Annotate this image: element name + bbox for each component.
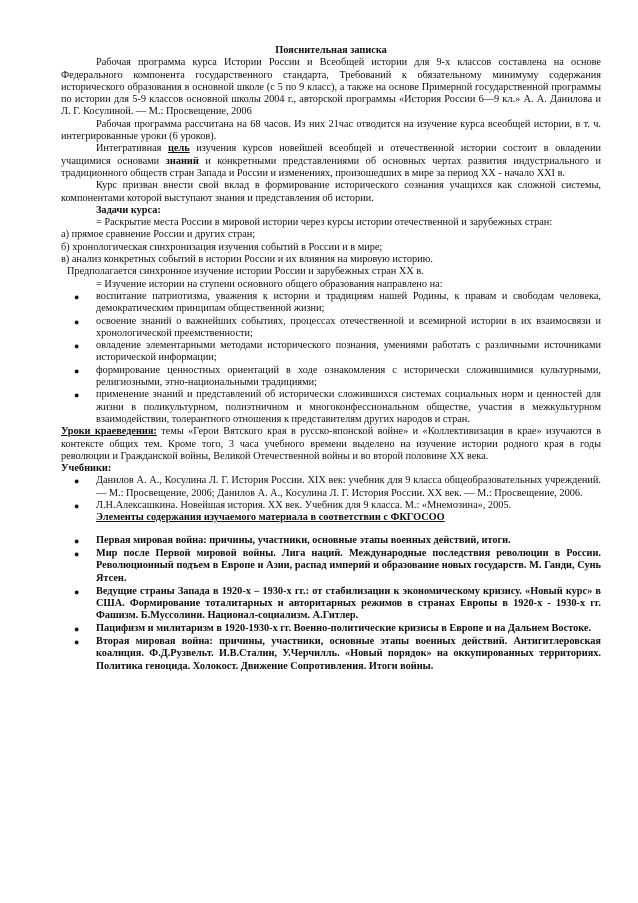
goal-text-mid: изучения курсов новейшей всеобщей и отечественной истории состоит в овладении учащимися основами <box>61 143 601 167</box>
list-item: ● Ведущие страны Запада в 1920-х – 1930-х гг.: от стабилизации к экономическому кризису. «Новый курс» в США. Формирование тоталитарных и авторитарных режимов в странах Европы в 1920-х - 1930-х гг. Фашизм. Б.Муссолини. Национал-социализм. А.Гитлер. <box>74 585 601 622</box>
local-history-paragraph <box>61 426 601 463</box>
bullet-icon: ● <box>74 476 80 487</box>
bullet-icon: ● <box>74 291 80 302</box>
document-title: Пояснительная записка <box>275 45 387 56</box>
local-history-text: темы «Герои Вятского края в русско-японской войне» и «Коллективизация в крае» изучаются в контексте общих тем. Кроме того, 3 часа учебного времени выделено на изучение истории родного края в годы революции и Гражданской войны, Великой Отечественной войны и во второй половине XX века. <box>61 426 602 462</box>
bullet-icon: ● <box>74 316 80 327</box>
list-item: ● формирование ценностных ориентаций в ходе ознакомления с исторически сложившимися культурными, религиозными, этно-национальными традициями; <box>74 364 601 389</box>
bullet-icon: ● <box>74 341 80 352</box>
goal-text-post: и конкретными представлениями об основных чертах развития индустриального и традиционного обществ стран Запада и России и изменениях, произошедших в мире за период XX - начало XXI в. <box>61 155 601 179</box>
bullet-icon: ● <box>74 636 80 647</box>
content-heading: Элементы содержания изучаемого материала в соответствии с ФКГОСОО <box>96 512 445 524</box>
hours-paragraph: Рабочая программа рассчитана на 68 часов. Из них 21час отводится на изучение курса всеобщей истории, в т. ч. интегрированные уроки (6 уроков). <box>61 118 601 143</box>
tasks-heading: Задачи курса: <box>96 204 161 216</box>
spacer <box>61 525 601 535</box>
bullet-icon: ● <box>74 549 80 560</box>
list-item: ● Первая мировая война: причины, участники, основные этапы военных действий, итоги. <box>74 535 511 547</box>
bullet-icon: ● <box>74 390 80 401</box>
bullet-icon: ● <box>74 365 80 376</box>
intro-paragraph: Рабочая программа курса Истории России и Всеобщей истории для 9-х классов составлена на основе Федерального компонента государственного стандарта, Требований к обязательному минимуму содержания исторического образования в основной школе (с 5 по 9 класс), а также на основе Примерной государственной программы по истории для 5-9 классов основной школы 2004 г., авторской программы «История России 6—9 кл.» А. А. Данилова и Л. Г. Косулиной. — М.: Просвещение, 2006 <box>61 57 601 118</box>
goal-paragraph <box>61 143 601 180</box>
bullet-icon: ● <box>74 536 80 547</box>
bullet-icon: ● <box>74 624 80 635</box>
textbooks-list <box>61 475 601 512</box>
list-item: ● Вторая мировая война: причины, участники, основные этапы военных действий. Антигитлеровская коалиция. Ф.Д.Рузвельт. И.В.Сталин, У.Черчилль. «Новый порядок» на оккупированных территориях. Политика геноцида. Холокост. Движение Сопротивления. Итоги войны. <box>74 635 601 672</box>
textbooks-heading: Учебники: <box>61 463 112 475</box>
list-item: ● воспитание патриотизма, уважения к истории и традициям нашей Родины, к правам и свободам человека, демократическим принципам общественной жизни; <box>74 290 601 315</box>
list-item: ● Данилов А. А., Косулина Л. Г. История России. XIX век: учебник для 9 класса общеобразовательных учреждений. — М.: Просвещение, 2006; Данилов А. А., Косулина Л. Г. История России. XX век. — М.: Просвещение, 2006. <box>74 475 601 499</box>
local-history-label: Уроки краеведения: <box>61 426 157 438</box>
assume-paragraph: Предполагается синхронное изучение истории России и зарубежных стран XX в. <box>67 266 424 278</box>
course-paragraph: Курс призван внести свой вклад в формирование исторического сознания учащихся как сложной системы, компонентами которой выступают знания и представления об истории. <box>61 180 601 204</box>
list-item: ● Пацифизм и милитаризм в 1920-1930-х гг. Военно-политические кризисы в Европе и на Дальнем Востоке. <box>74 623 592 635</box>
list-item: ● овладение элементарными методами исторического познания, умениями работать с различными источниками исторической информации; <box>74 340 601 364</box>
task-main: = Раскрытие места России в мировой истории через курсы истории отечественной и зарубежных стран: <box>96 217 553 229</box>
goal-word: цель <box>167 143 190 155</box>
study-aims-intro: = Изучение истории на ступени основного общего образования направлено на: <box>96 278 443 290</box>
list-item: ● освоение знаний о важнейших событиях, процессах отечественной и всемирной истории в их взаимосвязи и хронологической преемственности; <box>74 315 601 339</box>
task-c: в) анализ конкретных событий в истории России и их влияния на мировую историю. <box>61 254 433 266</box>
list-item: ● Мир после Первой мировой войны. Лига наций. Международные последствия революции в России. Революционный подъем в Европе и Азии, распад империй и образование новых государств. М. Ганди, Сунь Ятсен. <box>74 548 601 584</box>
aims-list <box>61 291 601 426</box>
task-a: а) прямое сравнение России и других стран; <box>61 229 256 241</box>
content-list <box>61 535 601 673</box>
bullet-icon: ● <box>74 586 80 597</box>
list-item: ● Л.Н.Алексашкина. Новейшая история. XX век. Учебник для 9 класса. М.: «Мнемозина», 2005. <box>74 499 512 511</box>
bullet-icon: ● <box>74 500 80 511</box>
goal-bold-word: знаний <box>165 155 199 167</box>
list-item: ● применение знаний и представлений об исторически сложившихся системах социальных норм и ценностей для жизни в поликультурном, полиэтничном и многоконфессиональном обществе, участия в межкультурном взаимодействии, толерантного отношения к представителям других народов и стран. <box>74 389 601 425</box>
goal-text-pre: Интегративная <box>96 143 168 155</box>
task-b: б) хронологическая синхронизация изучения событий в России и в мире; <box>61 241 383 253</box>
